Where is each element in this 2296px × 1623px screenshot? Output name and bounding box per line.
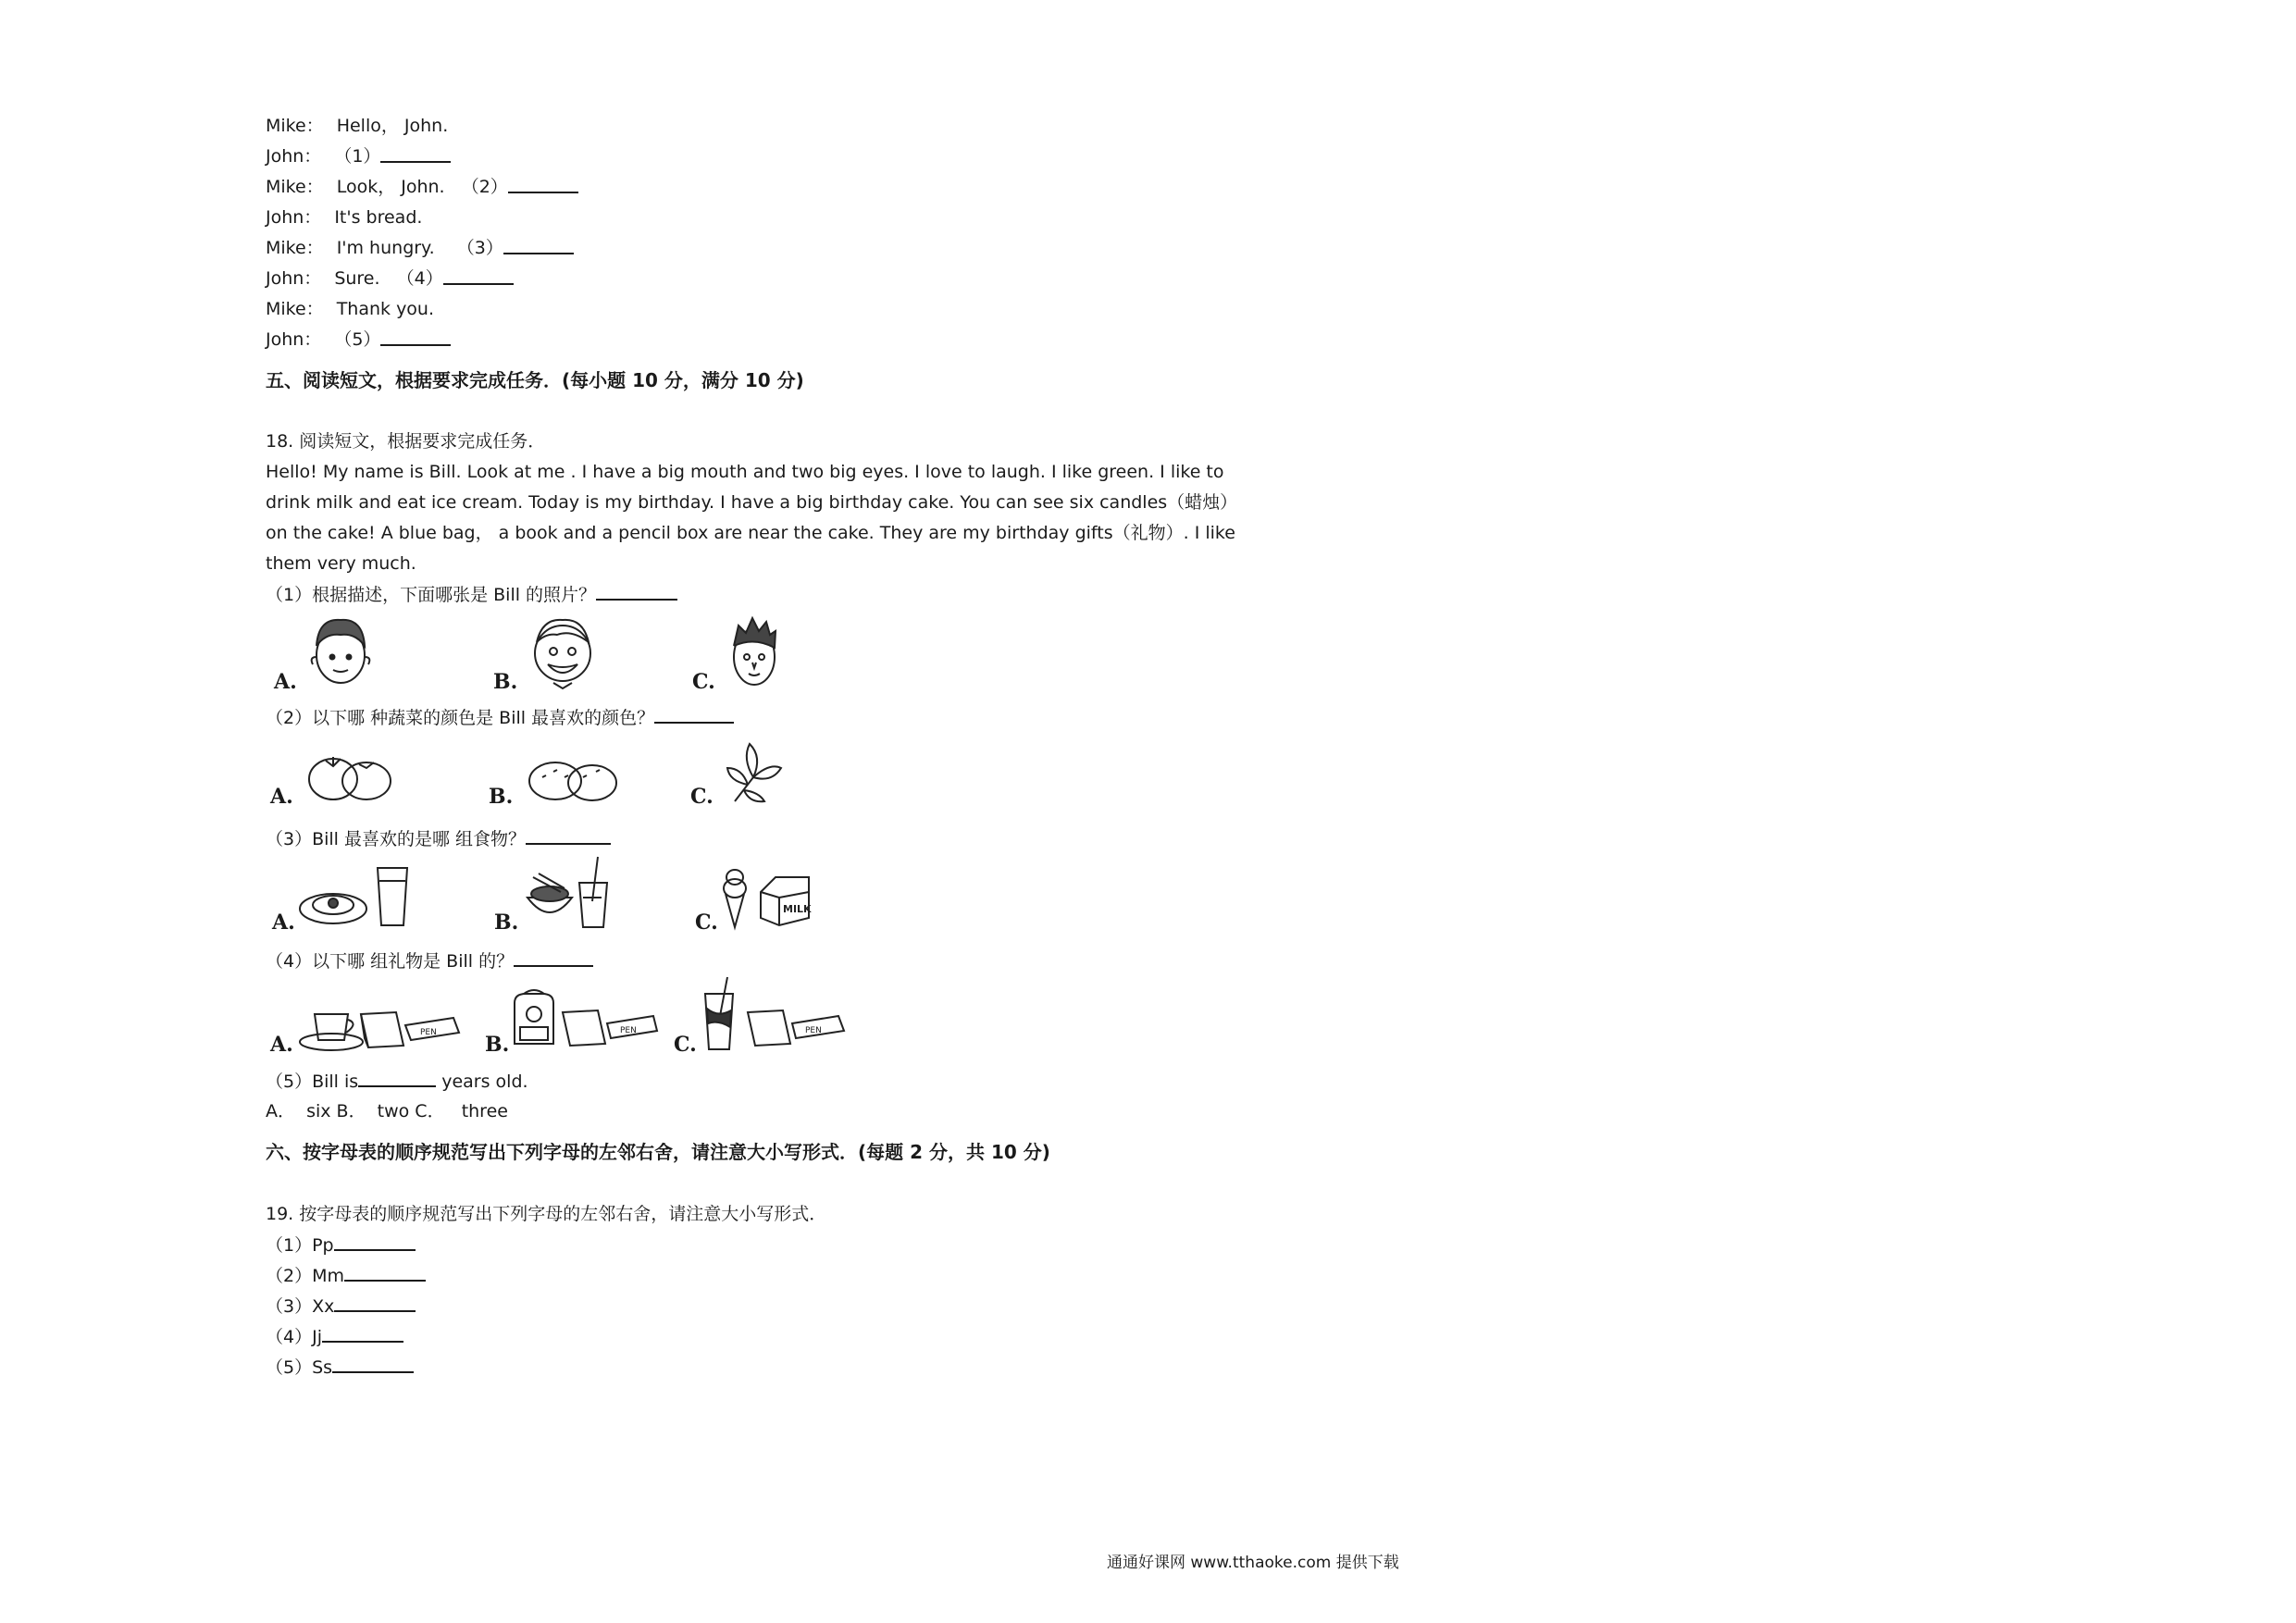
answer-blank-2[interactable] [508,173,578,193]
speaker: John： [266,207,322,228]
boy-face-big-smile-icon[interactable] [524,611,602,694]
line-text: Thank you. [336,299,435,319]
letter-item-1 [266,1231,416,1259]
answer-blank-4[interactable] [443,265,514,285]
option-a-letter: A. [270,1033,293,1057]
answer-blank-5[interactable] [380,326,451,346]
option-c-letter: C. [695,911,718,935]
letter-item-text: （2）Mm [266,1266,344,1286]
option-a-letter: A. [272,911,295,935]
question-18-intro: 18. 阅读短文，根据要求完成任务． [266,431,546,452]
dialogue-line-7 [266,295,434,323]
speaker: Mike： [266,177,324,197]
dialogue-line-2 [266,142,451,170]
drink-cup-book-pencil-box-icon[interactable] [700,975,853,1051]
option-b-letter: B. [485,1033,510,1057]
answer-blank[interactable] [514,947,593,967]
boy-face-spiky-hair-icon[interactable] [722,611,787,694]
letter-item-2 [266,1261,426,1290]
coffee-cup-book-pencil-box-icon[interactable] [296,994,461,1053]
letter-item-5 [266,1353,414,1381]
answer-blank[interactable] [334,1292,416,1312]
answer-blank[interactable] [526,824,611,845]
question-19-intro: 19. 按字母表的顺序规范写出下列字母的左邻右舍，请注意大小写形式． [266,1204,827,1224]
question-18-2 [266,703,734,732]
answer-blank[interactable] [596,580,677,601]
dialogue-line-3 [266,173,578,201]
line-text: Look， John. （2） [336,177,508,197]
question-18-5 [266,1067,528,1096]
question-text: （4）以下哪 组礼物是 Bill 的？ [266,951,515,972]
dialogue-line-4 [266,204,422,231]
question-text: （5）Bill is [266,1072,359,1092]
tomatoes-icon[interactable] [305,748,394,803]
speaker: John： [266,268,322,289]
speaker: Mike： [266,299,324,319]
question-text: （2）以下哪 种蔬菜的颜色是 Bill 最喜欢的颜色？ [266,708,655,728]
question-18-1 [266,580,677,609]
option-c-letter: C. [690,785,714,809]
letter-item-3 [266,1292,416,1320]
answer-blank-3[interactable] [503,234,574,254]
rice-bowl-and-juice-icon[interactable] [524,855,616,931]
question-text: （3）Bill 最喜欢的是哪 组食物？ [266,829,527,849]
option-b-letter: B. [489,785,514,809]
line-text: It's bread. [334,207,423,228]
bread-buns-icon[interactable] [527,757,620,803]
option-a-letter: A. [270,785,293,809]
answer-blank[interactable] [332,1353,414,1373]
speaker: Mike： [266,116,324,136]
line-text: I'm hungry. （3） [336,238,503,258]
answer-blank[interactable] [344,1261,426,1282]
answer-blank[interactable] [322,1322,403,1343]
dialogue-line-1 [266,112,448,140]
dialogue-line-8 [266,326,451,353]
svg-text:PEN: PEN [620,1026,637,1035]
fried-egg-plate-and-milk-glass-icon[interactable] [298,861,411,931]
answer-blank[interactable] [654,703,734,724]
section-6-heading: 六、按字母表的顺序规范写出下列字母的左邻右舍，请注意大小写形式．(每题 2 分，共 10 分) [266,1141,1050,1163]
answer-blank[interactable] [334,1231,416,1251]
letter-item-text: （1）Pp [266,1235,334,1256]
letter-item-text: （4）Jj [266,1327,322,1347]
question-18-4 [266,947,593,975]
answer-blank[interactable] [358,1067,436,1087]
question-text: （1）根据描述，下面哪张是 Bill 的照片？ [266,585,597,605]
ice-cream-and-milk-carton-icon[interactable] [714,864,816,931]
option-b-letter: B. [493,670,518,694]
line-text: （1） [334,146,381,167]
letter-item-text: （3）Xx [266,1296,335,1317]
line-text: （5） [334,329,381,350]
letter-item-text: （5）Ss [266,1357,333,1378]
svg-text:PEN: PEN [420,1028,437,1037]
section-5-heading: 五、阅读短文，根据要求完成任务．(每小题 10 分，满分 10 分) [266,369,804,391]
boy-face-curly-hair-icon[interactable] [302,611,379,688]
option-b-letter: B. [494,911,519,935]
question-18-5-options: A． six B． two C． three [266,1101,508,1121]
dialogue-line-6 [266,265,514,292]
letter-item-4 [266,1322,403,1351]
option-a-letter: A. [274,670,297,694]
reading-passage: Hello! My name is Bill. Look at me . I have a big mouth and two big eyes. I love to laugh. I like green. I like to drink milk and eat ice cream. Today is my birthday. I have a big birthday cake. You can see six candles（蜡烛）on the cake! A blue bag， a book and a pencil box are near the cake. They are my birthday gifts（礼物）. I like them very much. [266,462,1235,574]
school-bag-book-pencil-box-icon[interactable] [509,990,659,1051]
line-text: Sure. （4） [334,268,443,289]
dialogue-line-5 [266,234,574,262]
option-c-letter: C. [692,670,715,694]
option-c-letter: C. [674,1033,697,1057]
question-18-3 [266,824,611,853]
question-text-end: years old. [436,1072,528,1092]
answer-blank-1[interactable] [380,142,451,163]
speaker: Mike： [266,238,324,258]
svg-text:MILK: MILK [783,903,812,915]
speaker: John： [266,329,322,350]
speaker: John： [266,146,322,167]
svg-text:PEN: PEN [805,1026,822,1035]
page-footer: 通通好课网 www.tthaoke.com 提供下载 [1107,1554,1399,1572]
spinach-icon[interactable] [722,740,787,807]
line-text: Hello， John. [336,116,449,136]
